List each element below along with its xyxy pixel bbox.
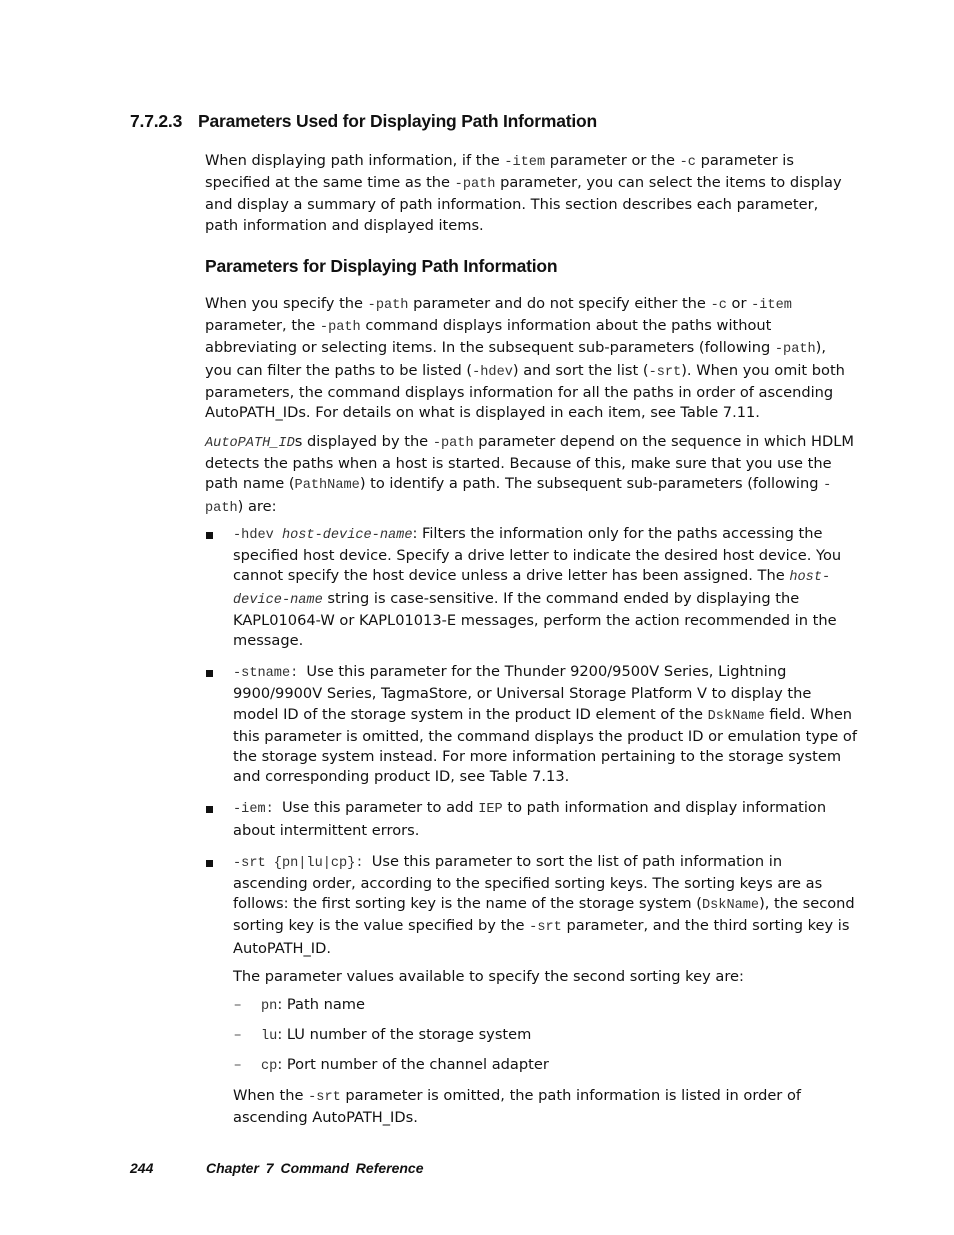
bullet-square-icon (206, 860, 213, 867)
code: -item (751, 298, 792, 313)
text: parameter, and the third sorting key is AutoPATH_ID. (233, 917, 850, 957)
code: lu (261, 1029, 278, 1045)
text: ), the second sorting key is the value specified by the (233, 895, 855, 935)
code: -hdev (472, 364, 513, 380)
code: IEP (478, 802, 503, 818)
text: : LU number of the storage system (277, 1026, 532, 1044)
text: or (726, 295, 752, 312)
text: ), you can filter the paths to be listed ( (205, 339, 827, 379)
code: DskName (707, 708, 765, 724)
text: parameter or the (545, 152, 680, 169)
sub-parameter-list (205, 524, 860, 1139)
text: : Path name (277, 996, 365, 1014)
code: -stname: (233, 666, 307, 682)
code: cp (261, 1059, 278, 1075)
code: PathName (294, 478, 360, 494)
text: s displayed by the (294, 433, 433, 450)
code: -hdev (233, 528, 282, 543)
text: ) to identify a path. The subsequent sub-parameters (following (359, 475, 824, 493)
section-title: Parameters Used for Displaying Path Information (198, 111, 598, 131)
code-italic: AutoPATH_ID (205, 436, 295, 451)
sort-key-intro: The parameter values available to specify the second sorting key are: (233, 967, 744, 985)
bullet-square-icon (206, 806, 213, 813)
list-item-lu (233, 1025, 860, 1047)
sort-key-list (233, 995, 860, 1078)
list-item-srt (205, 852, 860, 1128)
code: -path (432, 436, 474, 451)
text: When the (233, 1086, 309, 1104)
text: parameter is omitted, the path information is listed in order of ascending AutoPATH_IDs. (233, 1086, 802, 1126)
subheading: Parameters for Displaying Path Information (205, 256, 558, 276)
text: field. When this parameter is omitted, the command displays the product ID or emulation type of the storage system instead. For more information pertaining to the storage system and corresponding product ID, see Table 7.13. (233, 705, 857, 786)
list-item-cp (233, 1055, 860, 1077)
page-number: 244 (130, 1160, 154, 1176)
text: ). When you omit both parameters, the command displays information for all the paths in order of ascending AutoPATH_IDs. For details on what is displayed in each item, see Table 7.11. (205, 361, 845, 422)
text: Use this parameter to add (281, 799, 479, 817)
dash-icon: – (234, 1026, 242, 1044)
code-italic: host-device-name (281, 528, 413, 543)
text: parameter, you can select the items to display and display a summary of path information. This section describes each parameter, path information and displayed items. (205, 174, 842, 234)
bullet-square-icon (206, 670, 213, 677)
code: -path (367, 298, 409, 313)
section-number: 7.7.2.3 (130, 111, 183, 131)
code: -iem: (233, 802, 282, 818)
text: When displaying path information, if the (205, 152, 505, 169)
text: to path information and display information about intermittent errors. (233, 799, 827, 839)
list-item-hdev (205, 524, 860, 651)
dash-icon: – (234, 1056, 242, 1074)
text: parameter and do not specify either the (408, 295, 711, 312)
text: parameter is specified at the same time as the (205, 152, 794, 192)
autopath-paragraph (205, 432, 855, 519)
text: ) are: (237, 497, 277, 515)
code: -c (679, 155, 696, 170)
code: DskName (701, 898, 760, 914)
intro-paragraph (205, 151, 855, 236)
chapter-title: Chapter 7 Command Reference (206, 1160, 424, 1176)
code: pn (261, 999, 278, 1015)
text: ) and sort the list ( (512, 361, 649, 379)
list-item-pn (233, 995, 860, 1017)
code: -path (319, 320, 361, 336)
text: parameter, the (205, 317, 320, 335)
code: -item (504, 155, 546, 170)
dash-icon: – (234, 996, 242, 1014)
path-parameter-paragraph (205, 294, 855, 423)
code: -srt (529, 920, 562, 936)
bullet-square-icon (206, 532, 213, 539)
srt-omitted-note (233, 1086, 860, 1128)
text: string is case-sensitive. If the command ended by displaying the KAPL01064-W or KAPL01013-E messages, perform the action recommended in the message. (233, 589, 837, 650)
code-italic: host-device-name (233, 570, 831, 608)
code: -srt {pn|lu|cp}: (233, 855, 372, 871)
text: command displays information about the paths without abbreviating or selecting items. In the subsequent sub-parameters (following (205, 317, 775, 357)
code: -path (774, 342, 816, 358)
text: Use this parameter for the Thunder 9200/9500V Series, Lightning 9900/9900V Series, TagmaStore, or Universal Storage Platform V to display the model ID of the storage system in the product ID element of the (233, 663, 812, 723)
code: -path (454, 177, 496, 193)
text: parameter depend on the sequence in which HDLM detects the paths when a host is started. Because of this, make sure that you use the path name ( (205, 433, 854, 493)
list-item-iem (205, 798, 860, 840)
code: -path (205, 478, 832, 516)
code: -srt (648, 364, 682, 380)
text: When you specify the (205, 295, 368, 312)
text: : Filters the information only for the paths accessing the specified host device. Specify a drive letter to indicate the desired host device. You cannot specify the host device unless a drive letter has been assigned. The (233, 525, 842, 585)
text: : Port number of the channel adapter (277, 1056, 549, 1074)
text: Use this parameter to sort the list of path information in ascending order, according to the specified sorting keys. The sorting keys are as follows: the first sorting key is the name of the storage system ( (233, 852, 823, 913)
code: -c (710, 298, 727, 313)
code: -srt (308, 1089, 341, 1105)
list-item-stname (205, 662, 860, 787)
